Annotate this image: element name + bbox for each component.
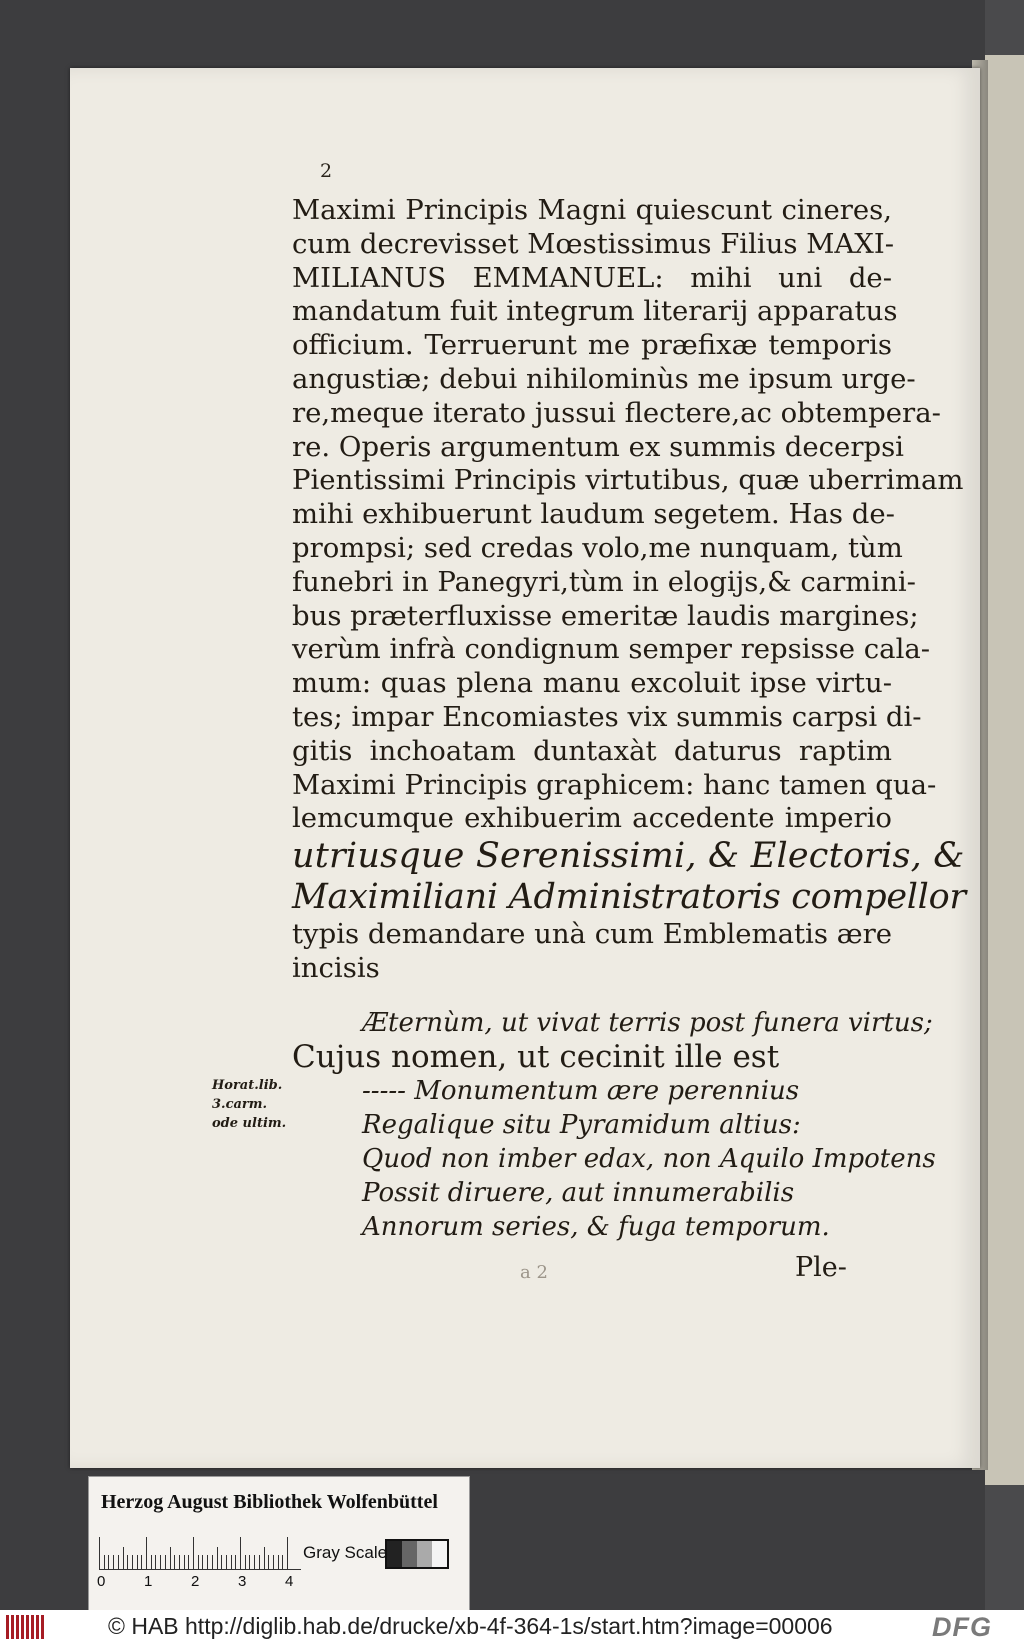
body-text xyxy=(292,194,966,986)
dfg-logo: DFG xyxy=(932,1612,992,1642)
text-line: Maximi Principis graphicem: hanc tamen qua- xyxy=(292,768,937,801)
ruler-tick xyxy=(141,1555,142,1569)
text-line: mum: quas plena manu excoluit ipse virtu- xyxy=(292,667,892,700)
verse-line: Annorum series, & fuga temporum. xyxy=(362,1212,830,1242)
ruler-tick xyxy=(226,1555,227,1569)
text-line: angustiæ; debui nihilominùs me ipsum urge- xyxy=(292,362,916,395)
ruler-tick xyxy=(217,1547,218,1569)
ruler-tick xyxy=(268,1555,269,1569)
ruler-tick xyxy=(151,1555,152,1569)
text-line: prompsi; sed credas volo,me nunquam, tùm xyxy=(292,531,903,564)
margin-note-line: Horat.lib. xyxy=(212,1078,283,1093)
ruler-tick xyxy=(198,1555,199,1569)
verse-line: Regalique situ Pyramidum altius: xyxy=(362,1110,801,1140)
ruler-tick xyxy=(221,1555,222,1569)
text-line: verùm infrà condignum semper repsisse cala- xyxy=(292,633,931,666)
verse-line: ----- Monumentum ære perennius xyxy=(362,1076,800,1106)
text-line: lemcumque exhibuerim accedente imperio xyxy=(292,802,892,835)
ruler-tick xyxy=(207,1555,208,1569)
ruler-tick xyxy=(118,1555,119,1569)
verse-line: Quod non imber edax, non Aquilo Impotens xyxy=(362,1144,936,1174)
text-line: re,meque iterato jussui flectere,ac obtempera- xyxy=(292,396,941,429)
ruler-tick xyxy=(273,1555,274,1569)
ruler-tick xyxy=(179,1555,180,1569)
ruler-mark: 2 xyxy=(191,1573,200,1590)
measure-ruler xyxy=(99,1535,301,1570)
text-line: MILIANUS EMMANUEL: mihi uni de- xyxy=(292,261,892,294)
ruler-mark: 4 xyxy=(285,1573,294,1590)
ruler-mark: 1 xyxy=(144,1573,153,1590)
ruler-tick xyxy=(108,1555,109,1569)
verse-line: Æternùm, ut vivat terris post funera virtus; xyxy=(362,1008,933,1038)
verse-line: Possit diruere, aut innumerabilis xyxy=(362,1178,795,1208)
library-label-card xyxy=(88,1476,470,1616)
ruler-tick xyxy=(160,1555,161,1569)
ruler-tick xyxy=(132,1555,133,1569)
swatch-white xyxy=(432,1541,447,1567)
margin-note-line: 3.carm. xyxy=(212,1097,268,1112)
ruler-tick xyxy=(249,1555,250,1569)
ruler-tick xyxy=(287,1537,288,1569)
gray-scale-swatch xyxy=(385,1539,449,1569)
ruler-tick xyxy=(231,1555,232,1569)
ruler-tick xyxy=(212,1555,213,1569)
ruler-tick xyxy=(99,1537,100,1569)
ruler-tick xyxy=(264,1547,265,1569)
ruler-tick xyxy=(123,1547,124,1569)
verse-line: Cujus nomen, ut cecinit ille est xyxy=(292,1039,780,1075)
ruler-tick xyxy=(127,1555,128,1569)
ruler-tick xyxy=(235,1555,236,1569)
ruler-mark: 0 xyxy=(97,1573,106,1590)
ruler-tick xyxy=(170,1547,171,1569)
ruler-mark: 3 xyxy=(238,1573,247,1590)
ruler-tick xyxy=(113,1555,114,1569)
copyright-link[interactable]: © HAB http://diglib.hab.de/drucke/xb-4f-364-1s/start.htm?image=00006 xyxy=(108,1613,833,1639)
swatch-dark-gray xyxy=(402,1541,417,1567)
text-line: typis demandare unà cum Emblematis ære xyxy=(292,918,892,951)
text-line: Pientissimi Principis virtutibus, quæ uberrimam xyxy=(292,464,964,497)
ruler-tick xyxy=(259,1555,260,1569)
ruler-tick xyxy=(137,1555,138,1569)
text-line-large: Maximiliani Administratoris compellor xyxy=(292,877,966,918)
text-line: Maximi Principis Magni quiescunt cineres, xyxy=(292,194,892,226)
ruler-tick xyxy=(155,1555,156,1569)
text-line: tes; impar Encomiastes vix summis carpsi di- xyxy=(292,700,922,733)
adjacent-page-edge xyxy=(985,55,1024,1485)
hab-barcode-icon xyxy=(6,1615,46,1639)
ruler-tick xyxy=(202,1555,203,1569)
ruler-tick xyxy=(278,1555,279,1569)
text-line: mandatum fuit integrum literarij apparatus xyxy=(292,295,898,328)
text-line: gitis inchoatam duntaxàt daturus raptim xyxy=(292,734,892,767)
swatch-black xyxy=(387,1541,402,1567)
text-line: bus præterfluxisse emeritæ laudis margines; xyxy=(292,599,919,632)
text-line: officium. Terruerunt me præfixæ temporis xyxy=(292,329,892,362)
page-number: 2 xyxy=(320,160,333,182)
library-name: Herzog August Bibliothek Wolfenbüttel xyxy=(101,1491,438,1513)
gray-scale-label: Gray Scale xyxy=(303,1543,388,1562)
ruler-tick xyxy=(240,1537,241,1569)
ruler-tick xyxy=(104,1555,105,1569)
text-line: incisis xyxy=(292,951,380,984)
margin-note xyxy=(212,1076,292,1133)
text-line: funebri in Panegyri,tùm in elogijs,& carmini- xyxy=(292,565,916,598)
margin-note-line: ode ultim. xyxy=(212,1116,287,1131)
text-line: mihi exhibuerunt laudum segetem. Has de- xyxy=(292,498,895,531)
ruler-tick xyxy=(146,1537,147,1569)
text-line-large: utriusque Serenissimi, & Electoris, & xyxy=(292,836,965,877)
ruler-tick xyxy=(282,1555,283,1569)
catchword: Ple- xyxy=(795,1252,847,1283)
text-line: cum decrevisset Mœstissimus Filius MAXI- xyxy=(292,227,895,260)
ruler-tick xyxy=(165,1555,166,1569)
verse-block xyxy=(292,1006,936,1244)
ruler-tick xyxy=(245,1555,246,1569)
ruler-tick xyxy=(193,1537,194,1569)
text-line: re. Operis argumentum ex summis decerpsi xyxy=(292,430,904,463)
swatch-light-gray xyxy=(417,1541,432,1567)
ruler-tick xyxy=(184,1555,185,1569)
ruler-tick xyxy=(188,1555,189,1569)
signature-mark: a 2 xyxy=(520,1262,548,1283)
ruler-tick xyxy=(254,1555,255,1569)
footer-bar xyxy=(0,1610,1024,1643)
ruler-tick xyxy=(174,1555,175,1569)
